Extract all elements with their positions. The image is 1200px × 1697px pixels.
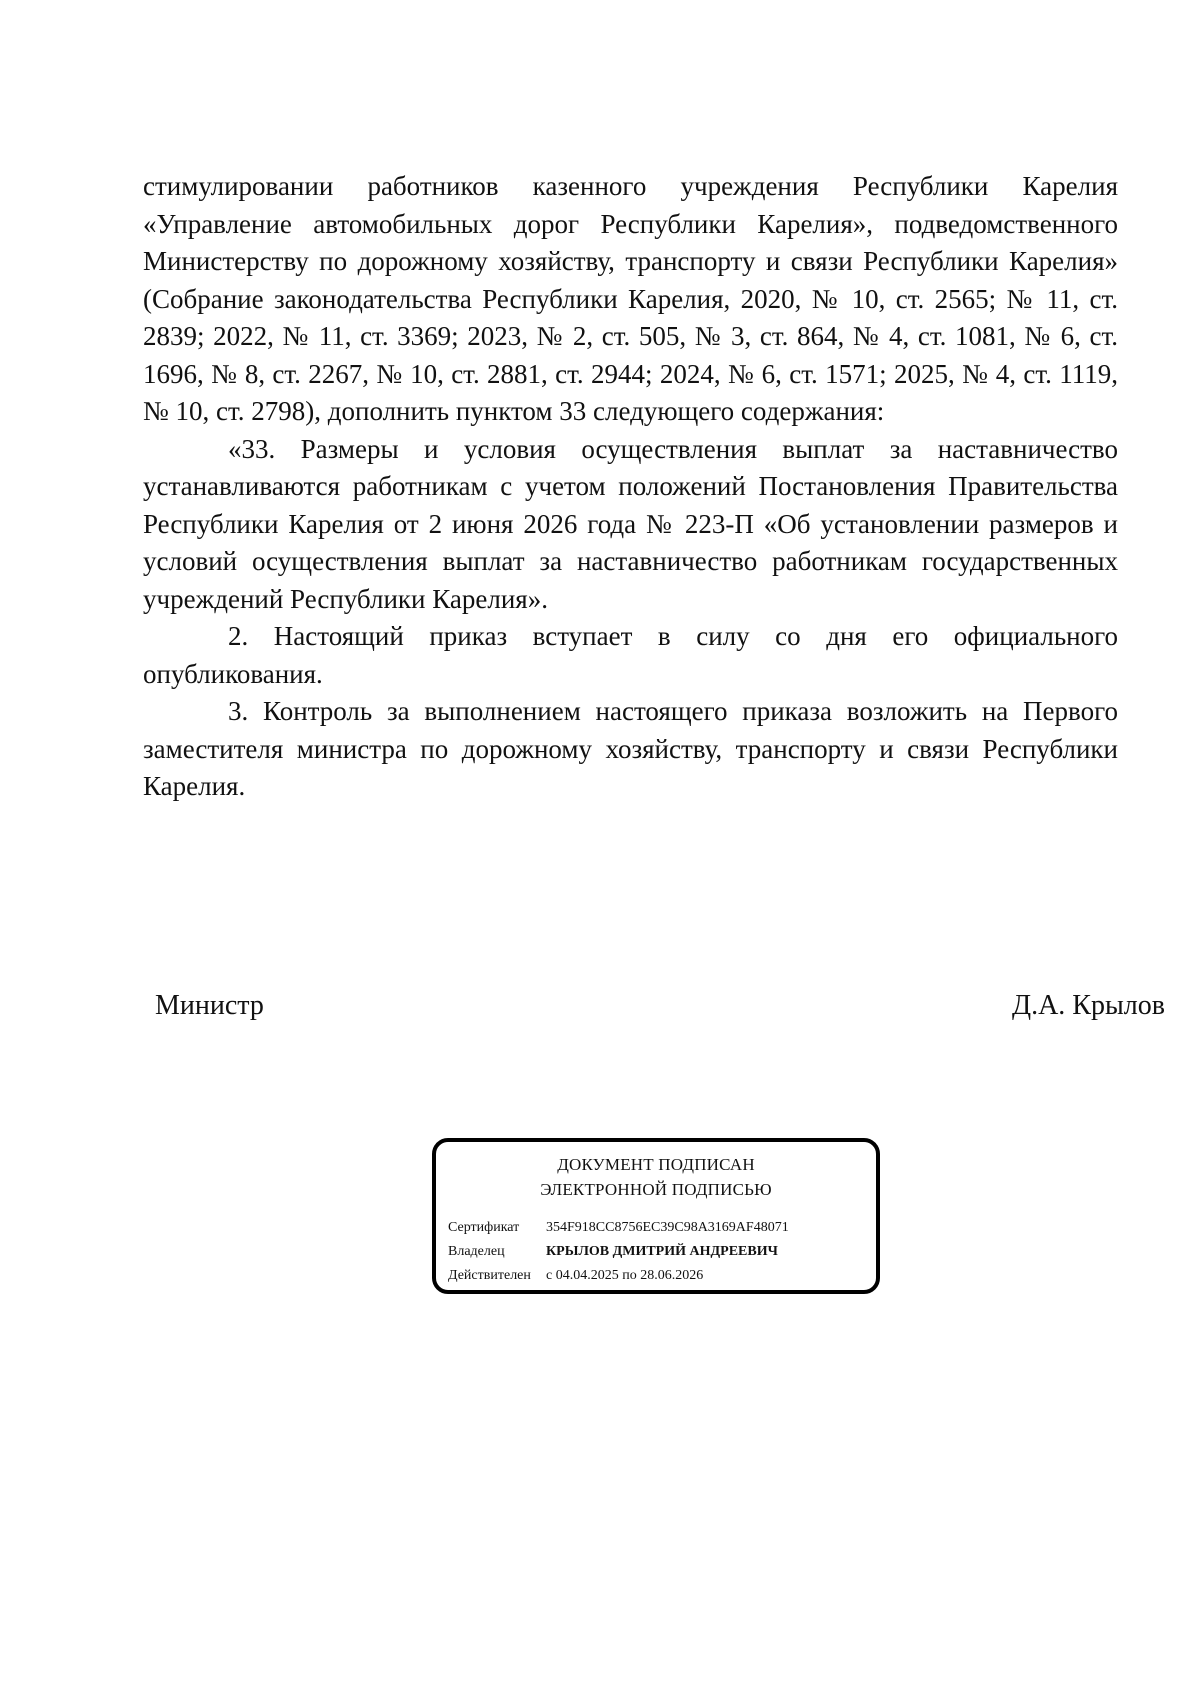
certificate-value: 354F918CC8756EC39C98A3169AF48071	[546, 1220, 789, 1235]
certificate-label: Сертификат	[448, 1220, 520, 1235]
owner-value: КРЫЛОВ ДМИТРИЙ АНДРЕЕВИЧ	[546, 1244, 778, 1259]
paragraph-1: стимулировании работников казенного учреждения Республики Карелия «Управление автомобильных дорог Республики Карелия», подведомственного Министерству по дорожному хозяйству, транспорту и связи Республики Карелия» (Собрание законодательства Республики Карелия, 2020, № 10, ст. 2565; № 11, ст. 2839; 2022, № 11, ст. 3369; 2023, № 2, ст. 505, № 3, ст. 864, № 4, ст. 1081, № 6, ст. 1696, № 8, ст. 2267, № 10, ст. 2881, ст. 2944; 2024, № 6, ст. 1571; 2025, № 4, ст. 1119, № 10, ст. 2798), дополнить пунктом 33 следующего содержания:	[143, 171, 1118, 426]
electronic-signature-stamp	[432, 1138, 880, 1294]
stamp-title-line-2: ЭЛЕКТРОННОЙ ПОДПИСЬЮ	[540, 1180, 772, 1199]
stamp-title	[436, 1152, 876, 1202]
validity-value: с 04.04.2025 по 28.06.2026	[546, 1268, 704, 1283]
paragraph-4: 3. Контроль за выполнением настоящего приказа возложить на Первого заместителя министра по дорожному хозяйству, транспорту и связи Республики Карелия.	[143, 696, 1118, 801]
signer-name: Д.А. Крылов	[1011, 990, 1165, 1021]
validity-label: Действителен	[448, 1268, 531, 1283]
stamp-owner-row	[448, 1244, 778, 1260]
stamp-validity-row	[448, 1268, 703, 1284]
paragraph-2: «33. Размеры и условия осуществления выплат за наставничество устанавливаются работникам с учетом положений Постановления Правительства Республики Карелия от 2 июня 2026 года № 223-П «Об установлении размеров и условий осуществления выплат за наставничество работникам государственных учреждений Республики Карелия».	[143, 433, 1118, 614]
owner-label: Владелец	[448, 1244, 505, 1259]
stamp-certificate-row	[448, 1220, 789, 1236]
paragraph-3: 2. Настоящий приказ вступает в силу со дня его официального опубликования.	[143, 621, 1118, 689]
document-body	[143, 168, 1118, 806]
stamp-title-line-1: ДОКУМЕНТ ПОДПИСАН	[557, 1155, 755, 1174]
signer-position: Министр	[155, 990, 264, 1021]
